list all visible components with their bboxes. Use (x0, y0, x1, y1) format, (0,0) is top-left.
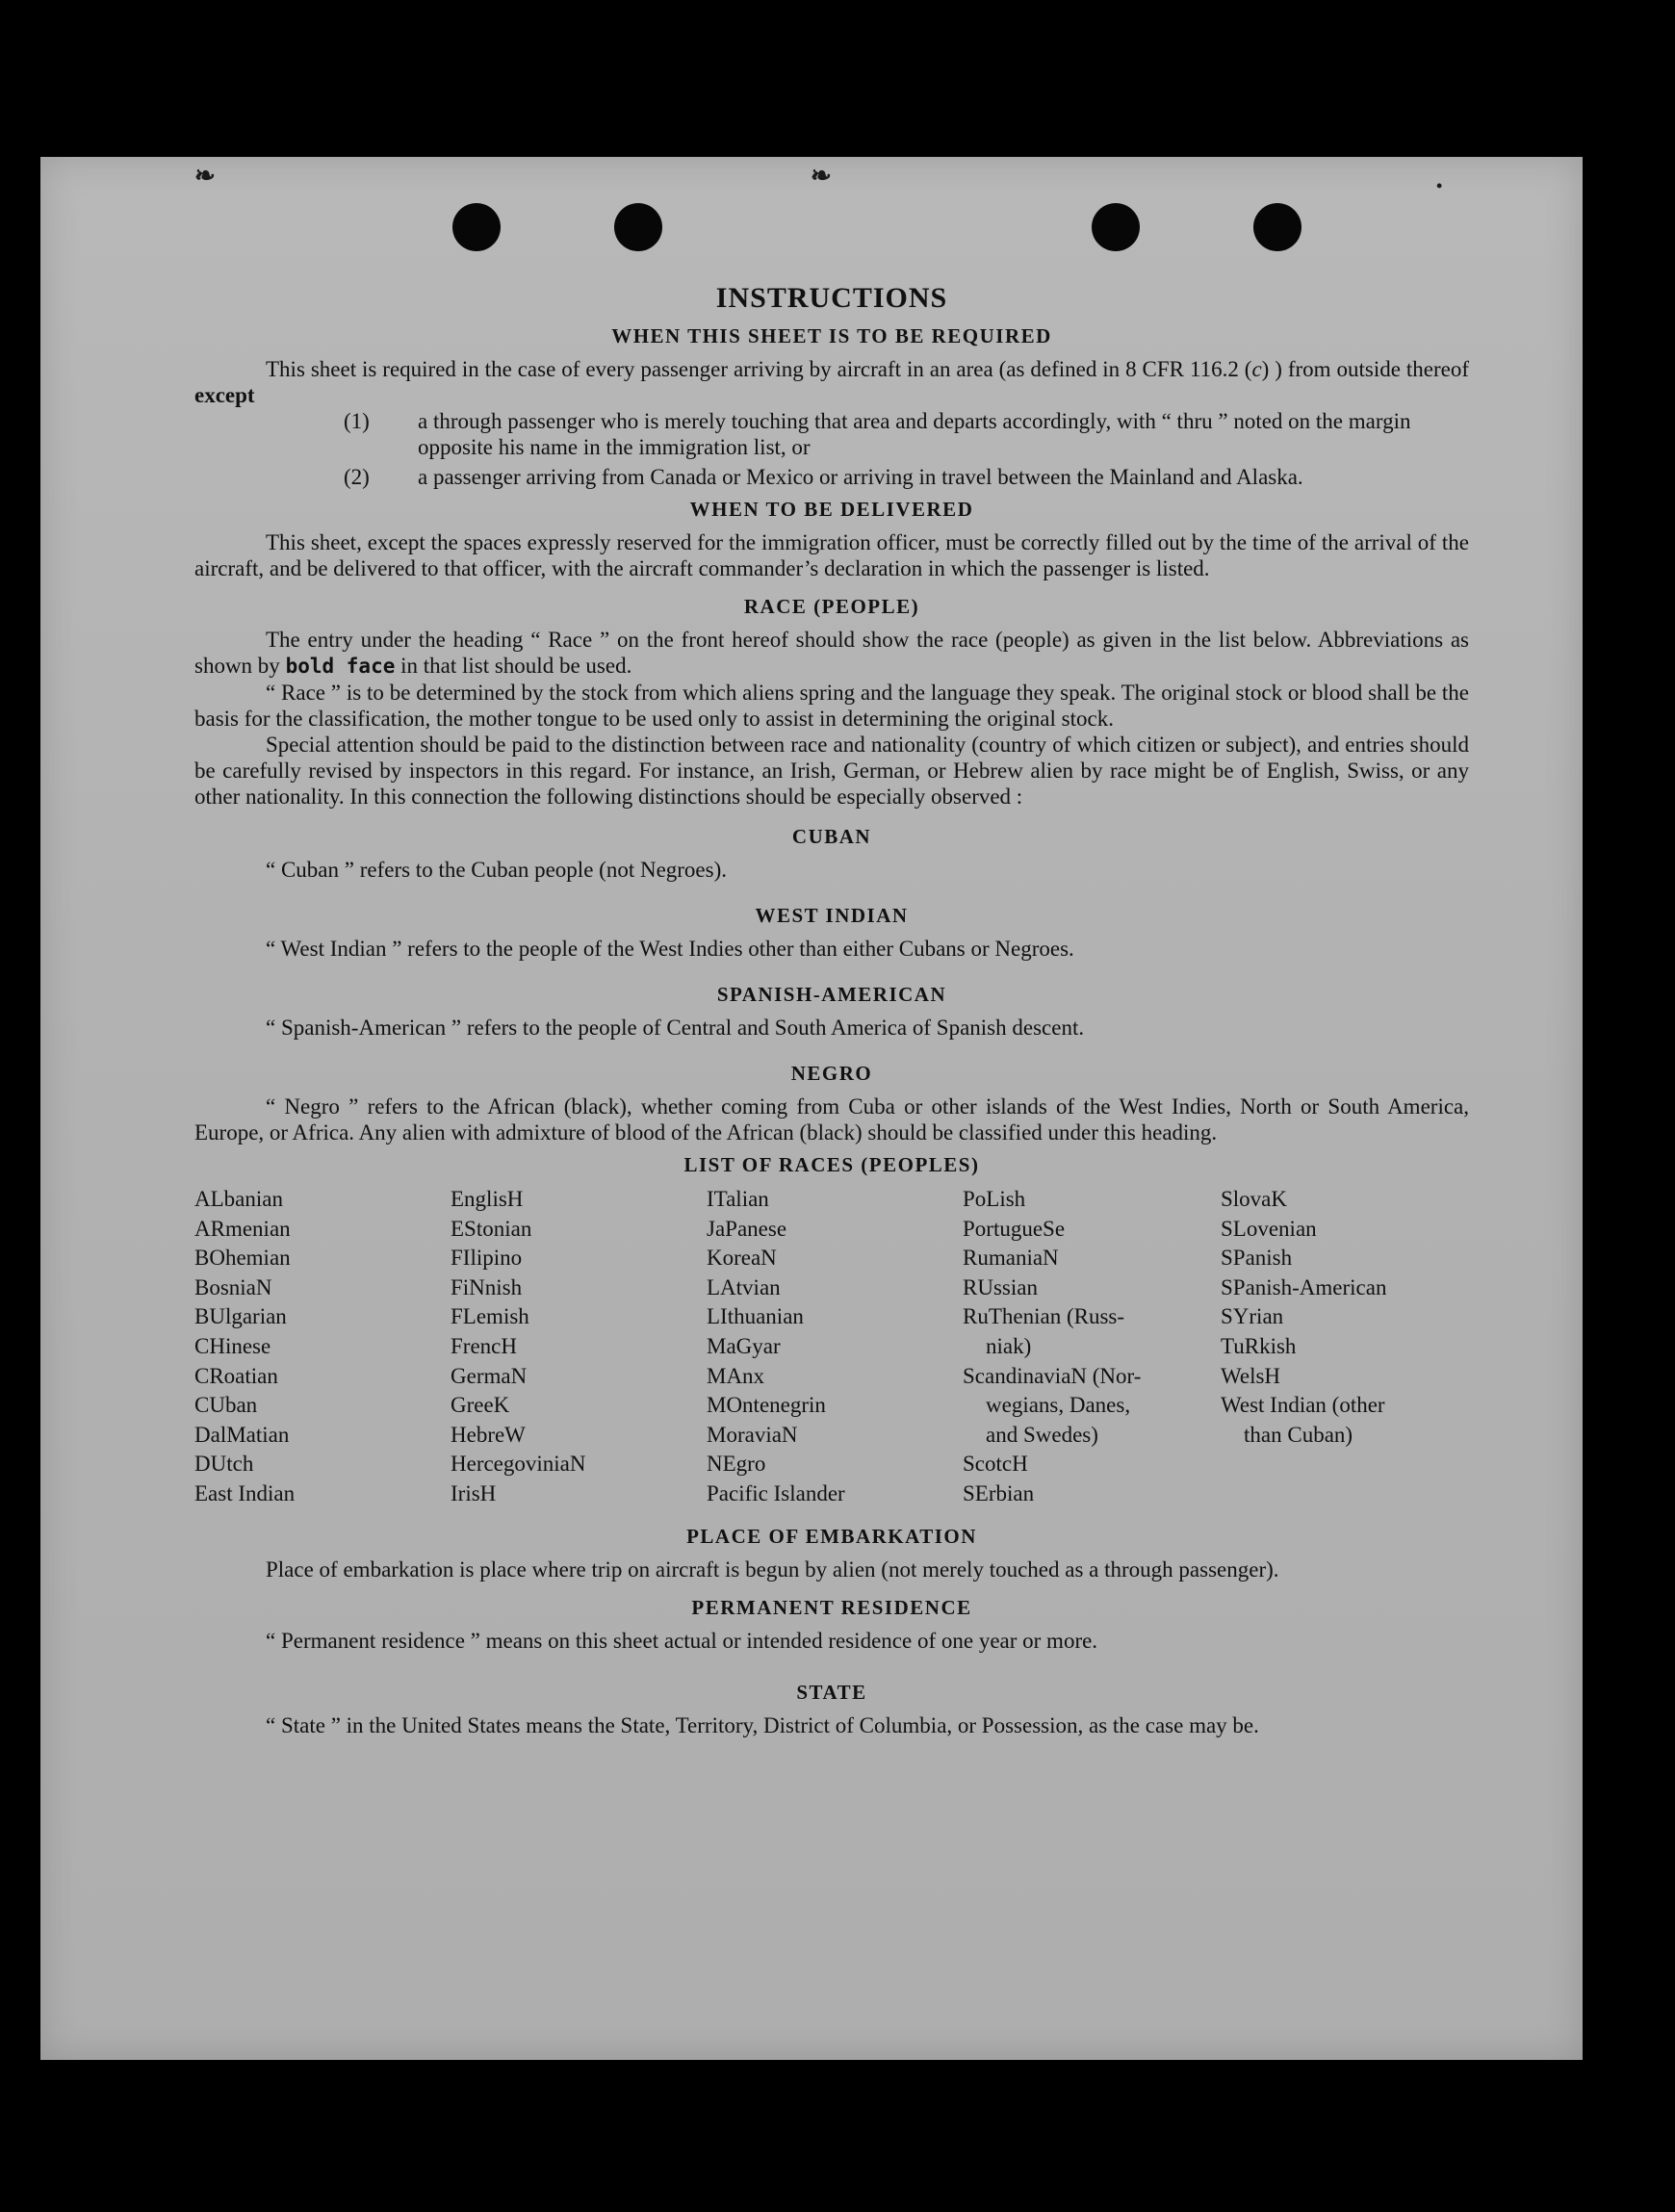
race-entry: ScandinaviaN (Nor- (963, 1363, 1142, 1388)
punch-hole (1253, 203, 1301, 251)
paragraph: “ State ” in the United States means the State, Territory, District of Columbia, or Possession, as the case may be. (266, 1713, 1259, 1737)
race-entry: WelsH (1221, 1363, 1281, 1388)
paragraph: “ Permanent residence ” means on this sheet actual or intended residence of one year or more. (266, 1629, 1098, 1653)
race-entry: MAnx (707, 1363, 765, 1388)
paragraph: “ Negro ” refers to the African (black), whether coming from Cuba or other islands of the West Indies, North or South America, Europe, or Africa. Any alien with admixture of blood of the African (black) should be classified under this heading. (194, 1094, 1469, 1145)
race-entry: ITalian (707, 1187, 769, 1211)
race-column (707, 1185, 845, 1509)
race-entry: ARmenian (194, 1216, 291, 1241)
race-entry: LIthuanian (707, 1304, 804, 1329)
race-entry: CRoatian (194, 1363, 278, 1388)
paragraph: Place of embarkation is place where trip on aircraft is begun by alien (not merely touched as a through passenger). (266, 1557, 1279, 1582)
scan-mark: ❧ (811, 162, 832, 190)
race-entry: TuRkish (1221, 1333, 1297, 1358)
race-entry: DUtch (194, 1452, 254, 1477)
paragraph: “ Spanish-American ” refers to the people of Central and South America of Spanish descent. (266, 1016, 1085, 1040)
punch-hole (614, 203, 662, 251)
race-entry: KoreaN (707, 1246, 777, 1271)
race-entry: and Swedes) (986, 1422, 1098, 1447)
race-entry: LAtvian (707, 1274, 781, 1299)
race-entry: CHinese (194, 1333, 271, 1358)
race-entry: IrisH (451, 1480, 497, 1505)
paragraph: The entry under the heading “ Race ” on the front hereof should show the race (people) as given in the list below. Abbreviations as shown by bold face in that list should be used. (194, 628, 1469, 678)
race-entry: ScotcH (963, 1452, 1028, 1477)
paragraph: This sheet is required in the case of every passenger arriving by aircraft in an area (as defined in 8 CFR 116.2 (c) ) from outside thereof except (194, 357, 1469, 407)
race-entry: SlovaK (1221, 1187, 1287, 1211)
section-heading: WHEN TO BE DELIVERED (689, 498, 974, 521)
race-entry: HebreW (451, 1422, 526, 1447)
section-heading: WEST INDIAN (755, 904, 909, 927)
section-heading: WHEN THIS SHEET IS TO BE REQUIRED (611, 324, 1052, 347)
race-entry: GermaN (451, 1363, 528, 1388)
race-entry: East Indian (194, 1480, 296, 1505)
race-column (194, 1185, 295, 1509)
race-entry: EStonian (451, 1216, 532, 1241)
race-entry: BosniaN (194, 1274, 272, 1299)
race-column (963, 1185, 1141, 1509)
race-entry: RuThenian (Russ- (963, 1304, 1125, 1329)
section-heading: STATE (796, 1681, 867, 1704)
race-entry: SPanish (1221, 1246, 1293, 1271)
document-sheet (40, 157, 1583, 2060)
instructions-body (194, 282, 1469, 1738)
race-entry: JaPanese (707, 1216, 787, 1241)
race-entry: SErbian (963, 1480, 1035, 1505)
race-entry: SLovenian (1221, 1216, 1317, 1241)
race-entry: FiNnish (451, 1274, 523, 1299)
paragraph: “ West Indian ” refers to the people of the West Indies other than either Cubans or Negroes. (266, 937, 1074, 961)
race-entry: DalMatian (194, 1422, 290, 1447)
race-entry: FIlipino (451, 1246, 523, 1271)
scan-mark: • (1436, 176, 1443, 195)
race-entry: RUssian (963, 1274, 1038, 1299)
race-entry: FLemish (451, 1304, 529, 1329)
section-heading: PLACE OF EMBARKATION (686, 1525, 977, 1548)
race-entry: HercegoviniaN (451, 1452, 586, 1477)
race-entry: West Indian (other (1221, 1393, 1385, 1418)
race-entry: ALbanian (194, 1187, 283, 1211)
race-entry: GreeK (451, 1393, 510, 1418)
paragraph: This sheet, except the spaces expressly reserved for the immigration officer, must be correctly filled out by the time of the arrival of the aircraft, and be delivered to that officer, with the aircraft commander’s declaration in which the passenger is listed. (194, 530, 1469, 580)
paragraph: Special attention should be paid to the distinction between race and nationality (country of which citizen or subject), and entries should be carefully revised by inspectors in this regard. For instance, an Irish, German, or Hebrew alien by race might be of English, Swiss, or any other nationality. In this connection the following distinctions should be especially observed : (194, 733, 1469, 809)
section-heading: RACE (PEOPLE) (743, 595, 920, 618)
race-column (451, 1185, 586, 1509)
race-entry: than Cuban) (1244, 1422, 1353, 1447)
race-entry: FrencH (451, 1333, 517, 1358)
race-column (1221, 1185, 1386, 1450)
race-entry: niak) (986, 1333, 1032, 1358)
race-entry: SYrian (1221, 1304, 1284, 1329)
race-entry: BOhemian (194, 1246, 291, 1271)
section-heading: CUBAN (791, 825, 872, 848)
race-entry: SPanish-American (1221, 1274, 1387, 1299)
section-heading: SPANISH-AMERICAN (716, 983, 947, 1006)
list-item: (2) a passenger arriving from Canada or Mexico or arriving in travel between the Mainland and Alaska. (344, 465, 1303, 489)
race-entry: wegians, Danes, (986, 1393, 1131, 1418)
race-entry: MOntenegrin (707, 1393, 826, 1418)
paragraph: “ Cuban ” refers to the Cuban people (not Negroes). (266, 858, 728, 882)
race-entry: Pacific Islander (707, 1480, 845, 1505)
race-entry: PoLish (963, 1187, 1026, 1211)
race-entry: BUlgarian (194, 1304, 287, 1329)
punch-hole (452, 203, 501, 251)
section-heading: NEGRO (790, 1062, 873, 1085)
paragraph: “ Race ” is to be determined by the stock from which aliens spring and the language they speak. The original stock or blood shall be the basis for the classification, the mother tongue to be used only to assist in determining the original stock. (194, 681, 1469, 731)
page-title: INSTRUCTIONS (715, 282, 948, 314)
section-heading: PERMANENT RESIDENCE (691, 1596, 972, 1619)
race-entry: RumaniaN (963, 1246, 1059, 1271)
race-entry: MoraviaN (707, 1422, 798, 1447)
race-entry: EnglisH (451, 1187, 524, 1211)
punch-hole (1092, 203, 1140, 251)
race-entry: MaGyar (707, 1333, 781, 1358)
section-heading: LIST OF RACES (PEOPLES) (683, 1153, 980, 1176)
race-entry: CUban (194, 1393, 258, 1418)
race-entry: PortugueSe (963, 1216, 1066, 1241)
list-item: (1) a through passenger who is merely touching that area and departs accordingly, with “ thru ” noted on the margin opposite his name in the immigration list, or (344, 409, 1411, 459)
scan-mark: ❧ (194, 162, 216, 190)
race-entry: NEgro (707, 1452, 766, 1477)
race-list (194, 1185, 1469, 1517)
